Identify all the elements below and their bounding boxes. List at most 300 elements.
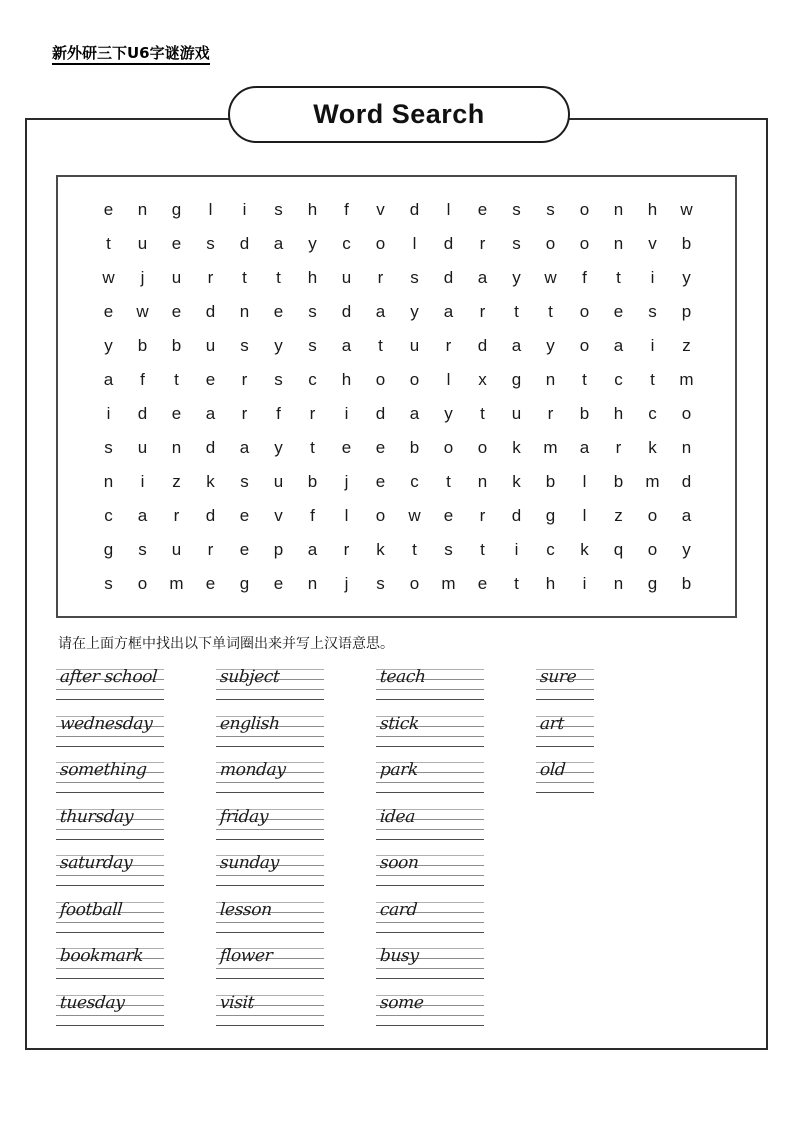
grid-letter[interactable]: a: [375, 301, 386, 321]
grid-letter[interactable]: s: [376, 573, 385, 593]
word-answer-slot[interactable]: [376, 848, 536, 895]
grid-letter[interactable]: s: [240, 335, 249, 355]
grid-letter[interactable]: k: [376, 539, 385, 559]
grid-letter[interactable]: b: [681, 573, 692, 593]
word-list-column: [56, 662, 216, 1034]
grid-letter[interactable]: a: [273, 233, 284, 253]
instruction-text: 请在上面方框中找出以下单词圈出来并写上汉语意思。: [58, 636, 394, 652]
grid-letter[interactable]: d: [239, 233, 250, 253]
grid-letter[interactable]: y: [512, 267, 521, 287]
rule-line: [56, 885, 164, 886]
grid-letter[interactable]: r: [309, 403, 316, 423]
word-answer-slot[interactable]: [376, 802, 536, 849]
grid-letter[interactable]: f: [140, 369, 145, 389]
grid-letter[interactable]: f: [582, 267, 587, 287]
grid-letter[interactable]: o: [409, 369, 420, 389]
grid-letter[interactable]: r: [615, 437, 622, 457]
word-entry: sure: [539, 667, 577, 687]
grid-letter[interactable]: s: [512, 233, 521, 253]
rule-line: [216, 885, 324, 886]
grid-row: [76, 261, 717, 294]
word-entry: visit: [219, 992, 255, 1013]
word-entry: art: [539, 713, 565, 734]
rule-line: [376, 839, 484, 840]
grid-letter[interactable]: y: [274, 335, 283, 355]
rule-line: [56, 792, 164, 793]
grid-letter[interactable]: t: [242, 267, 247, 287]
grid-letter[interactable]: b: [409, 437, 420, 457]
grid-letter[interactable]: e: [375, 471, 386, 491]
grid-letter[interactable]: o: [579, 199, 590, 219]
grid-letter[interactable]: v: [274, 505, 283, 525]
grid-letter[interactable]: k: [648, 437, 657, 457]
grid-letter[interactable]: d: [137, 403, 148, 423]
grid-letter[interactable]: l: [446, 369, 451, 389]
grid-letter[interactable]: e: [443, 505, 454, 525]
grid-letter[interactable]: t: [650, 369, 655, 389]
grid-letter[interactable]: g: [103, 539, 114, 559]
grid-letter[interactable]: e: [273, 301, 284, 321]
grid-letter[interactable]: t: [514, 301, 519, 321]
grid-letter[interactable]: t: [276, 267, 281, 287]
grid-letter[interactable]: r: [343, 539, 350, 559]
grid-letter[interactable]: u: [137, 437, 148, 457]
grid-letter[interactable]: h: [613, 403, 624, 423]
grid-letter[interactable]: m: [645, 471, 660, 491]
grid-letter[interactable]: g: [171, 199, 182, 219]
grid-letter[interactable]: c: [410, 471, 419, 491]
grid-letter[interactable]: o: [579, 301, 590, 321]
grid-letter[interactable]: u: [137, 233, 148, 253]
grid-letter[interactable]: j: [344, 471, 349, 491]
grid-letter[interactable]: s: [240, 471, 249, 491]
grid-letter[interactable]: e: [613, 301, 624, 321]
rule-line: [216, 922, 324, 923]
rule-line: [216, 932, 324, 933]
word-entry: saturday: [59, 853, 133, 873]
grid-letter[interactable]: n: [103, 471, 114, 491]
word-answer-slot[interactable]: [536, 662, 696, 709]
grid-letter[interactable]: l: [344, 505, 349, 525]
grid-letter[interactable]: u: [273, 471, 284, 491]
rule-line: [216, 792, 324, 793]
grid-letter[interactable]: o: [647, 505, 658, 525]
grid-letter[interactable]: i: [650, 335, 655, 355]
grid-letter[interactable]: h: [307, 267, 318, 287]
word-entry: friday: [219, 806, 269, 827]
grid-letter[interactable]: v: [648, 233, 657, 253]
grid-letter[interactable]: e: [239, 505, 250, 525]
rule-line: [56, 978, 164, 979]
grid-letter[interactable]: o: [137, 573, 148, 593]
rule-line: [376, 782, 484, 783]
grid-letter[interactable]: s: [104, 437, 113, 457]
grid-letter[interactable]: s: [444, 539, 453, 559]
grid-letter[interactable]: g: [239, 573, 250, 593]
grid-letter[interactable]: g: [511, 369, 522, 389]
grid-letter[interactable]: u: [511, 403, 522, 423]
grid-letter[interactable]: z: [614, 505, 623, 525]
word-answer-slot[interactable]: [216, 941, 376, 988]
grid-letter[interactable]: s: [512, 199, 521, 219]
grid-letter[interactable]: s: [206, 233, 215, 253]
grid-letter[interactable]: o: [375, 233, 386, 253]
grid-letter[interactable]: r: [547, 403, 554, 423]
grid-letter[interactable]: t: [480, 403, 485, 423]
grid-letter[interactable]: a: [307, 539, 318, 559]
word-entry: after school: [59, 667, 158, 687]
grid-letter[interactable]: z: [682, 335, 691, 355]
grid-letter[interactable]: t: [106, 233, 111, 253]
word-answer-slot[interactable]: [56, 848, 216, 895]
word-answer-slot[interactable]: [376, 988, 536, 1035]
word-answer-slot[interactable]: [216, 709, 376, 756]
grid-letter[interactable]: x: [478, 369, 487, 389]
grid-letter[interactable]: o: [545, 233, 556, 253]
grid-letter[interactable]: d: [443, 267, 454, 287]
grid-letter[interactable]: b: [579, 403, 590, 423]
word-answer-slot[interactable]: [216, 662, 376, 709]
grid-letter[interactable]: e: [477, 573, 488, 593]
grid-letter[interactable]: n: [171, 437, 182, 457]
grid-letter[interactable]: a: [137, 505, 148, 525]
grid-letter[interactable]: o: [375, 369, 386, 389]
grid-letter[interactable]: w: [680, 199, 693, 219]
grid-letter[interactable]: l: [208, 199, 213, 219]
grid-letter[interactable]: n: [613, 573, 624, 593]
grid-letter[interactable]: d: [511, 505, 522, 525]
rule-line: [216, 1015, 324, 1016]
grid-letter[interactable]: s: [648, 301, 657, 321]
grid-letter[interactable]: n: [137, 199, 148, 219]
grid-letter[interactable]: i: [344, 403, 349, 423]
rule-line: [536, 792, 594, 793]
grid-letter[interactable]: o: [409, 573, 420, 593]
grid-letter[interactable]: d: [375, 403, 386, 423]
grid-letter[interactable]: a: [341, 335, 352, 355]
rule-line: [376, 792, 484, 793]
grid-letter[interactable]: a: [239, 437, 250, 457]
grid-letter[interactable]: m: [441, 573, 456, 593]
grid-letter[interactable]: a: [579, 437, 590, 457]
grid-letter[interactable]: u: [205, 335, 216, 355]
grid-letter[interactable]: m: [543, 437, 558, 457]
grid-letter[interactable]: c: [104, 505, 113, 525]
word-answer-slot[interactable]: [56, 755, 216, 802]
grid-letter[interactable]: h: [307, 199, 318, 219]
grid-letter[interactable]: k: [206, 471, 215, 491]
grid-letter[interactable]: h: [545, 573, 556, 593]
rule-line: [376, 689, 484, 690]
rule-line: [536, 689, 594, 690]
word-answer-slot[interactable]: [376, 895, 536, 942]
grid-letter[interactable]: n: [613, 199, 624, 219]
word-entry: flower: [219, 946, 274, 966]
word-answer-slot[interactable]: [376, 662, 536, 709]
word-answer-slot[interactable]: [56, 802, 216, 849]
word-entry: lesson: [219, 899, 273, 920]
grid-letter[interactable]: f: [276, 403, 281, 423]
grid-letter[interactable]: k: [580, 539, 589, 559]
grid-letter[interactable]: r: [479, 301, 486, 321]
grid-letter[interactable]: j: [344, 573, 349, 593]
grid-letter[interactable]: y: [410, 301, 419, 321]
word-list: [56, 662, 746, 1034]
grid-letter[interactable]: r: [207, 267, 214, 287]
grid-letter[interactable]: g: [647, 573, 658, 593]
grid-letter[interactable]: s: [308, 335, 317, 355]
grid-letter[interactable]: k: [512, 437, 521, 457]
grid-letter[interactable]: m: [679, 369, 694, 389]
grid-letter[interactable]: l: [412, 233, 417, 253]
grid-letter[interactable]: s: [104, 573, 113, 593]
grid-letter[interactable]: d: [477, 335, 488, 355]
grid-letter[interactable]: o: [681, 403, 692, 423]
word-search-grid[interactable]: [56, 175, 737, 618]
rule-line: [216, 968, 324, 969]
grid-letter[interactable]: s: [274, 369, 283, 389]
grid-letter[interactable]: q: [613, 539, 624, 559]
grid-letter[interactable]: o: [443, 437, 454, 457]
grid-letter[interactable]: y: [308, 233, 317, 253]
rule-line: [216, 875, 324, 876]
grid-letter[interactable]: n: [239, 301, 250, 321]
grid-letter[interactable]: c: [546, 539, 555, 559]
grid-rows: [76, 193, 717, 600]
grid-letter[interactable]: e: [205, 573, 216, 593]
rule-line: [376, 746, 484, 747]
grid-letter[interactable]: p: [681, 301, 692, 321]
word-list-column: [536, 662, 696, 1034]
grid-letter[interactable]: i: [514, 539, 519, 559]
grid-letter[interactable]: m: [169, 573, 184, 593]
word-answer-slot[interactable]: [536, 755, 696, 802]
grid-letter[interactable]: t: [616, 267, 621, 287]
grid-letter[interactable]: a: [409, 403, 420, 423]
grid-letter[interactable]: i: [242, 199, 247, 219]
grid-row: [76, 499, 717, 532]
grid-row: [76, 465, 717, 498]
grid-letter[interactable]: r: [241, 369, 248, 389]
grid-letter[interactable]: a: [613, 335, 624, 355]
rule-line: [56, 932, 164, 933]
grid-letter[interactable]: e: [103, 199, 114, 219]
grid-letter[interactable]: y: [274, 437, 283, 457]
grid-letter[interactable]: d: [205, 301, 216, 321]
grid-letter[interactable]: s: [410, 267, 419, 287]
grid-letter[interactable]: l: [582, 505, 587, 525]
word-answer-slot[interactable]: [216, 848, 376, 895]
grid-row: [76, 533, 717, 566]
grid-letter[interactable]: o: [375, 505, 386, 525]
grid-letter[interactable]: a: [443, 301, 454, 321]
grid-letter[interactable]: e: [239, 539, 250, 559]
grid-letter[interactable]: v: [376, 199, 385, 219]
grid-letter[interactable]: c: [308, 369, 317, 389]
grid-letter[interactable]: i: [106, 403, 111, 423]
grid-letter[interactable]: r: [445, 335, 452, 355]
grid-letter[interactable]: e: [103, 301, 114, 321]
grid-letter[interactable]: o: [579, 335, 590, 355]
grid-letter[interactable]: t: [174, 369, 179, 389]
grid-letter[interactable]: o: [477, 437, 488, 457]
word-entry: monday: [219, 760, 287, 780]
grid-letter[interactable]: b: [681, 233, 692, 253]
grid-letter[interactable]: n: [681, 437, 692, 457]
grid-letter[interactable]: t: [446, 471, 451, 491]
grid-letter[interactable]: n: [613, 233, 624, 253]
word-answer-slot[interactable]: [56, 941, 216, 988]
word-entry: thursday: [59, 806, 134, 827]
grid-letter[interactable]: t: [582, 369, 587, 389]
grid-letter[interactable]: a: [511, 335, 522, 355]
grid-letter[interactable]: n: [307, 573, 318, 593]
grid-letter[interactable]: c: [648, 403, 657, 423]
grid-letter[interactable]: y: [444, 403, 453, 423]
word-entry: english: [219, 713, 281, 734]
grid-row: [76, 193, 717, 226]
grid-letter[interactable]: d: [681, 471, 692, 491]
grid-letter[interactable]: i: [140, 471, 145, 491]
grid-letter[interactable]: c: [342, 233, 351, 253]
grid-letter[interactable]: t: [310, 437, 315, 457]
grid-letter[interactable]: d: [205, 437, 216, 457]
grid-letter[interactable]: u: [341, 267, 352, 287]
word-answer-slot[interactable]: [376, 941, 536, 988]
word-answer-slot[interactable]: [216, 755, 376, 802]
grid-letter[interactable]: d: [409, 199, 420, 219]
grid-letter[interactable]: u: [171, 267, 182, 287]
grid-letter[interactable]: y: [682, 539, 691, 559]
rule-line: [216, 699, 324, 700]
rule-line: [216, 736, 324, 737]
grid-letter[interactable]: n: [545, 369, 556, 389]
word-answer-slot[interactable]: [216, 802, 376, 849]
grid-letter[interactable]: o: [579, 233, 590, 253]
grid-letter[interactable]: b: [545, 471, 556, 491]
grid-letter[interactable]: s: [308, 301, 317, 321]
word-answer-slot[interactable]: [216, 895, 376, 942]
grid-letter[interactable]: e: [477, 199, 488, 219]
word-entry: sunday: [219, 853, 280, 873]
grid-letter[interactable]: u: [409, 335, 420, 355]
grid-letter[interactable]: s: [546, 199, 555, 219]
grid-letter[interactable]: r: [207, 539, 214, 559]
rule-line: [216, 829, 324, 830]
grid-letter[interactable]: u: [171, 539, 182, 559]
grid-letter[interactable]: t: [514, 573, 519, 593]
rule-line: [376, 1025, 484, 1026]
grid-letter[interactable]: e: [171, 301, 182, 321]
word-answer-slot[interactable]: [536, 709, 696, 756]
grid-letter[interactable]: w: [544, 267, 557, 287]
grid-letter[interactable]: r: [241, 403, 248, 423]
grid-letter[interactable]: a: [103, 369, 114, 389]
grid-letter[interactable]: g: [545, 505, 556, 525]
grid-letter[interactable]: r: [479, 233, 486, 253]
grid-letter[interactable]: b: [137, 335, 148, 355]
word-entry: wednesday: [59, 713, 153, 734]
grid-letter[interactable]: j: [140, 267, 145, 287]
grid-row: [76, 227, 717, 260]
grid-letter[interactable]: e: [205, 369, 216, 389]
grid-letter[interactable]: t: [548, 301, 553, 321]
grid-letter[interactable]: b: [171, 335, 182, 355]
grid-letter[interactable]: b: [307, 471, 318, 491]
grid-letter[interactable]: e: [375, 437, 386, 457]
word-answer-slot[interactable]: [216, 988, 376, 1035]
grid-letter[interactable]: h: [341, 369, 352, 389]
word-answer-slot[interactable]: [56, 662, 216, 709]
grid-letter[interactable]: d: [341, 301, 352, 321]
grid-letter[interactable]: r: [173, 505, 180, 525]
grid-letter[interactable]: d: [205, 505, 216, 525]
grid-letter[interactable]: l: [582, 471, 587, 491]
grid-letter[interactable]: t: [412, 539, 417, 559]
grid-letter[interactable]: f: [310, 505, 315, 525]
grid-letter[interactable]: o: [647, 539, 658, 559]
word-answer-slot[interactable]: [376, 709, 536, 756]
grid-letter[interactable]: y: [104, 335, 113, 355]
grid-letter[interactable]: e: [341, 437, 352, 457]
grid-letter[interactable]: t: [480, 539, 485, 559]
grid-letter[interactable]: y: [682, 267, 691, 287]
grid-letter[interactable]: s: [138, 539, 147, 559]
grid-letter[interactable]: p: [273, 539, 284, 559]
banner-title: Word Search: [313, 99, 485, 129]
grid-letter[interactable]: d: [443, 233, 454, 253]
grid-letter[interactable]: e: [273, 573, 284, 593]
grid-letter[interactable]: w: [102, 267, 115, 287]
grid-letter[interactable]: r: [377, 267, 384, 287]
grid-letter[interactable]: s: [274, 199, 283, 219]
word-answer-slot[interactable]: [56, 709, 216, 756]
rule-line: [56, 1025, 164, 1026]
grid-letter[interactable]: a: [205, 403, 216, 423]
grid-letter[interactable]: t: [378, 335, 383, 355]
grid-letter[interactable]: w: [408, 505, 421, 525]
word-answer-slot[interactable]: [376, 755, 536, 802]
word-answer-slot[interactable]: [56, 895, 216, 942]
grid-letter[interactable]: w: [136, 301, 149, 321]
rule-line: [376, 699, 484, 700]
grid-letter[interactable]: y: [546, 335, 555, 355]
word-entry: soon: [379, 853, 420, 873]
rule-line: [216, 839, 324, 840]
grid-letter[interactable]: k: [512, 471, 521, 491]
rule-line: [56, 839, 164, 840]
grid-letter[interactable]: h: [647, 199, 658, 219]
word-entry: stick: [379, 713, 420, 734]
grid-letter[interactable]: i: [650, 267, 655, 287]
grid-row: [76, 397, 717, 430]
word-answer-slot[interactable]: [56, 988, 216, 1035]
grid-letter[interactable]: e: [171, 403, 182, 423]
grid-letter[interactable]: a: [681, 505, 692, 525]
grid-letter[interactable]: b: [613, 471, 624, 491]
grid-letter[interactable]: f: [344, 199, 349, 219]
grid-row: [76, 363, 717, 396]
grid-letter[interactable]: r: [479, 505, 486, 525]
rule-line: [536, 736, 594, 737]
grid-letter[interactable]: i: [582, 573, 587, 593]
grid-letter[interactable]: n: [477, 471, 488, 491]
grid-letter[interactable]: z: [172, 471, 181, 491]
grid-letter[interactable]: l: [446, 199, 451, 219]
grid-letter[interactable]: c: [614, 369, 623, 389]
grid-letter[interactable]: e: [171, 233, 182, 253]
grid-letter[interactable]: a: [477, 267, 488, 287]
